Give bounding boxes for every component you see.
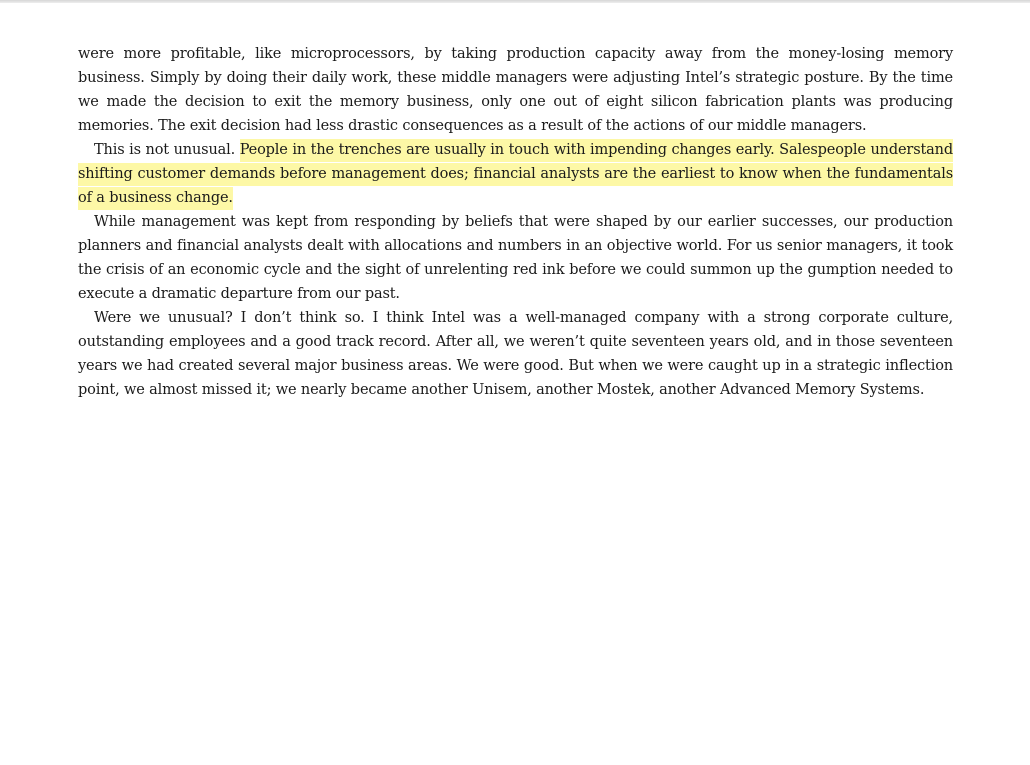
paragraph-continued[interactable]: were more profitable, like microprocessors, by taking production capacity away from the money-losing memory business. Simply by doing their daily work, these middle managers were adjusting Intel’s strategic posture. By the time we made the decision to exit the memory business, only one out of eight silicon fabrication plants was producing memories. The exit decision had less drastic consequences as a result of the actions of our middle managers. [78, 46, 953, 134]
paragraph[interactable]: Were we unusual? I don’t think so. I think Intel was a well-managed company with a strong corporate culture, outstanding employees and a good track record. After all, we weren’t quite seventeen years old, and in those seventeen years we had created several major business areas. We were good. But when we were caught up in a strategic inflection point, we almost missed it; we nearly became another Unisem, another Mostek, another Advanced Memory Systems. [78, 310, 953, 398]
book-text[interactable] [78, 42, 953, 402]
paragraph-with-highlight[interactable] [78, 138, 953, 210]
paragraph-lead-text[interactable]: This is not unusual. [94, 142, 240, 158]
text-highlight[interactable]: People in the trenches are usually in touch with impending changes early. Salespeople understand shifting customer demands before management does; financial analysts are the earliest to know when the fundamentals of a business change. [78, 139, 953, 210]
paragraph[interactable]: While management was kept from responding by beliefs that were shaped by our earlier successes, our production planners and financial analysts dealt with allocations and numbers in an objective world. For us senior managers, it took the crisis of an economic cycle and the sight of unrelenting red ink before we could summon up the gumption needed to execute a dramatic departure from our past. [78, 214, 953, 302]
window-top-border [0, 0, 1030, 3]
